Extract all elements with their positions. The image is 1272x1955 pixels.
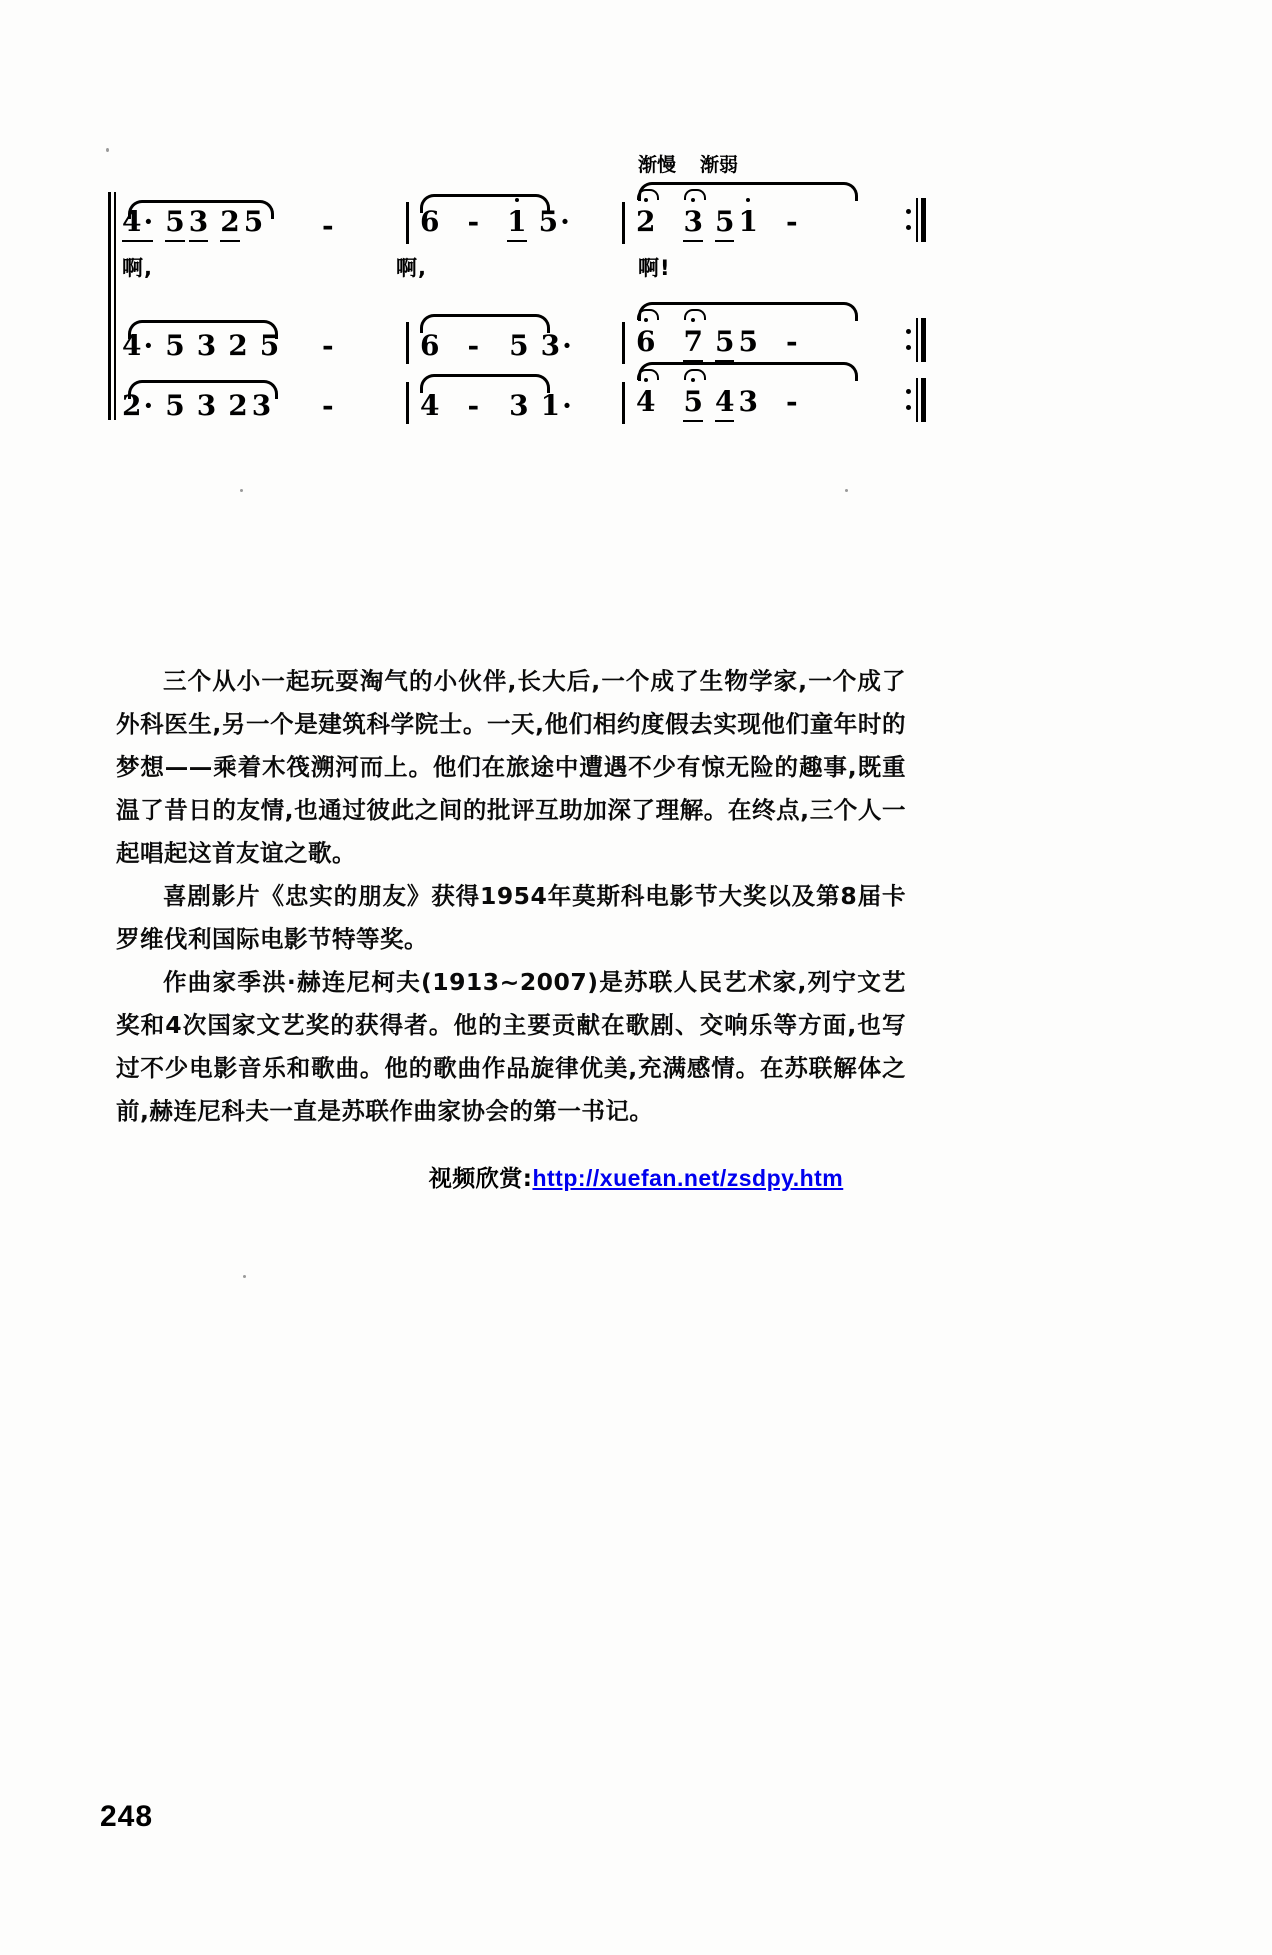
note-group [636, 205, 810, 242]
note-sustain-dash: - [785, 325, 798, 358]
paragraph-synopsis: 三个从小一起玩耍淘气的小伙伴,长大后,一个成了生物学家,一个成了外科医生,另一个是建筑科学院士。一天,他们相约度假去实现他们童年时的梦想——乘着木筏溯河而上。他们在旅途中遭遇不少有惊无险的趣事,既重温了昔日的友情,也通过彼此之间的批评互助加深了理解。在终点,三个人一起唱起这首友谊之歌。 [116, 667, 906, 867]
paragraph-film-awards: 喜剧影片《忠实的朋友》获得1954年莫斯科电影节大奖以及第8届卡罗维伐利国际电影节特等奖。 [116, 882, 906, 953]
note: 4 · [122, 329, 153, 362]
measure-4-voice-1 [622, 188, 922, 246]
note: 2 [220, 205, 239, 242]
note: 2 [636, 205, 656, 238]
note-sustain-dash: - [467, 205, 480, 238]
note-group [636, 325, 810, 362]
note-sustain-dash: - [322, 389, 334, 422]
measure-1-voice-2 [122, 308, 322, 366]
scan-speck [243, 1275, 246, 1278]
note-group [420, 329, 584, 362]
measure-1-voice-3 [122, 368, 322, 426]
measure-1-voice-1 [122, 188, 322, 246]
note: 4 · [122, 205, 153, 242]
scan-speck [845, 489, 848, 492]
note: 2 [228, 329, 248, 362]
note: 5 [243, 205, 264, 238]
measure-2-voice-1 [322, 188, 402, 246]
video-url-link[interactable]: http://xuefan.net/zsdpy.htm [532, 1165, 844, 1191]
video-label: 视频欣赏: [428, 1166, 533, 1192]
video-link-line [0, 1160, 1272, 1193]
note: 6 [420, 205, 440, 238]
note-group [636, 385, 810, 422]
note-sustain-dash: - [467, 389, 480, 422]
measure-4-voice-3 [622, 368, 922, 426]
scan-speck [240, 489, 243, 492]
note: 4 [636, 385, 656, 418]
note: 2 [228, 389, 248, 422]
staff-row-voice-3 [122, 368, 908, 426]
measure-3-voice-1 [406, 188, 616, 246]
note-sustain-dash: - [322, 209, 334, 242]
note: 3 [251, 389, 272, 422]
note-group [322, 209, 346, 242]
note: 6 [636, 325, 656, 358]
note: 3 [196, 389, 217, 422]
note: 3 [683, 205, 702, 242]
note: 5 [165, 389, 185, 422]
repeat-end-barline [908, 378, 926, 422]
note-group [122, 205, 275, 242]
measure-2-voice-3 [322, 368, 402, 426]
slur-arc [638, 362, 858, 381]
note-sustain-dash: - [785, 385, 798, 418]
measure-3-voice-2 [406, 308, 616, 366]
note-group [420, 205, 582, 242]
note: 5 [715, 325, 734, 362]
note: 3 · [541, 329, 572, 362]
measure-2-voice-2 [322, 308, 402, 366]
paragraph-composer: 作曲家季洪·赫连尼柯夫(1913~2007)是苏联人民艺术家,列宁文艺奖和4次国家文艺奖的获得者。他的主要贡献在歌剧、交响乐等方面,也写过不少电影音乐和歌曲。他的歌曲作品旋律优美,充满感情。在苏联解体之前,赫连尼科夫一直是苏联作曲家协会的第一书记。 [116, 968, 906, 1125]
note-sustain-dash: - [467, 329, 480, 362]
tempo-mark-ritardando: 渐慢 [638, 154, 677, 176]
note: 3 [196, 329, 217, 362]
note: 3 [189, 205, 208, 242]
lyric-syllable: 啊, [396, 256, 427, 280]
note: 5 [683, 385, 702, 422]
slur-arc [638, 302, 858, 321]
article-body [116, 660, 906, 1133]
music-score [108, 150, 908, 440]
note-group [420, 389, 584, 422]
lyric-syllable: 啊, [122, 256, 153, 280]
note-sustain-dash: - [785, 205, 798, 238]
note: 5 [165, 205, 184, 242]
note: 5 [509, 329, 529, 362]
system-brace [108, 192, 118, 420]
page-number: 248 [100, 1800, 154, 1833]
repeat-end-barline [908, 318, 926, 362]
note: 1 [738, 205, 758, 238]
measure-3-voice-3 [406, 368, 616, 426]
measure-4-voice-2 [622, 308, 922, 366]
staff-row-voice-2 [122, 308, 908, 366]
note: 5 [259, 329, 280, 362]
tempo-mark-diminuendo: 渐弱 [700, 154, 739, 176]
staff-row-voice-1 [122, 188, 908, 246]
lyric-syllable: 啊! [638, 256, 671, 280]
note: 4 [715, 385, 734, 422]
note: 2 · [122, 389, 153, 422]
note: 7 [683, 325, 702, 362]
repeat-end-barline [908, 198, 926, 242]
note: 5 [715, 205, 734, 242]
note-sustain-dash: - [322, 329, 334, 362]
note: 4 [420, 389, 440, 422]
note: 6 [420, 329, 440, 362]
note-group [322, 329, 346, 362]
note-group [122, 329, 291, 362]
note-group [122, 389, 283, 422]
note: 3 [509, 389, 529, 422]
note: 5 [738, 325, 758, 358]
note-group [322, 389, 346, 422]
note: 5 · [539, 205, 570, 238]
note: 1 [507, 205, 526, 242]
note: 1 · [541, 389, 572, 422]
note: 5 [165, 329, 185, 362]
note: 3 [738, 385, 758, 418]
